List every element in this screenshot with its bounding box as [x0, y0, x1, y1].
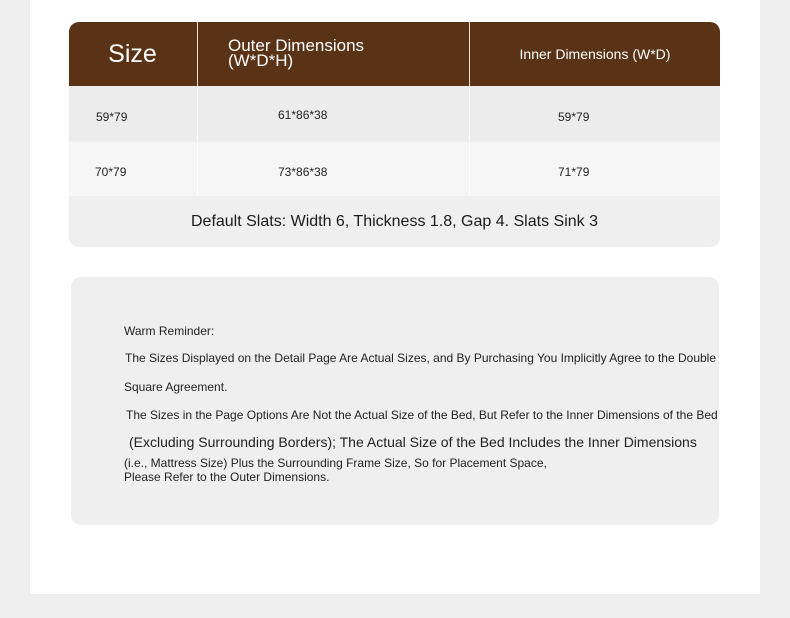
cell-outer-value: 61*86*38	[278, 108, 328, 122]
cell-inner	[469, 86, 720, 140]
table-row	[69, 86, 720, 140]
table-header	[69, 22, 720, 86]
cell-size-value: 59*79	[96, 110, 128, 124]
cell-inner	[469, 142, 720, 196]
reminder-title: Warm Reminder:	[124, 324, 215, 338]
cell-size	[69, 86, 196, 140]
cell-size	[69, 142, 196, 196]
page-panel	[30, 0, 760, 594]
header-outer-dimensions	[197, 22, 469, 86]
reminder-line: (Excluding Surrounding Borders); The Actual Size of the Bed Includes the Inner Dimensions	[129, 434, 697, 450]
table-row	[69, 142, 720, 196]
reminder-line: (i.e., Mattress Size) Plus the Surrounding Frame Size, So for Placement Space,	[124, 456, 547, 470]
cell-outer	[197, 142, 469, 196]
cell-inner-value: 59*79	[558, 110, 590, 124]
slats-note: Default Slats: Width 6, Thickness 1.8, Gap 4. Slats Sink 3	[190, 212, 598, 230]
reminder-line: The Sizes in the Page Options Are Not the Actual Size of the Bed, But Refer to the Inner Dimensions of the Bed	[126, 408, 718, 422]
warm-reminder-box	[71, 277, 719, 525]
cell-inner-value: 71*79	[558, 165, 590, 179]
reminder-line: The Sizes Displayed on the Detail Page Are Actual Sizes, and By Purchasing You Implicitly Agree to the Double	[125, 351, 717, 365]
cell-outer	[197, 86, 469, 140]
reminder-line: Please Refer to the Outer Dimensions.	[124, 470, 330, 484]
header-inner-dimensions: Inner Dimensions (W*D)	[469, 22, 720, 86]
header-outer-label: Outer Dimensions (W*D*H)	[228, 36, 365, 70]
cell-size-value: 70*79	[95, 165, 127, 179]
header-size: Size	[108, 39, 157, 68]
reminder-line: Square Agreement.	[124, 380, 228, 394]
size-table	[69, 22, 720, 247]
cell-outer-value: 73*86*38	[278, 165, 328, 179]
